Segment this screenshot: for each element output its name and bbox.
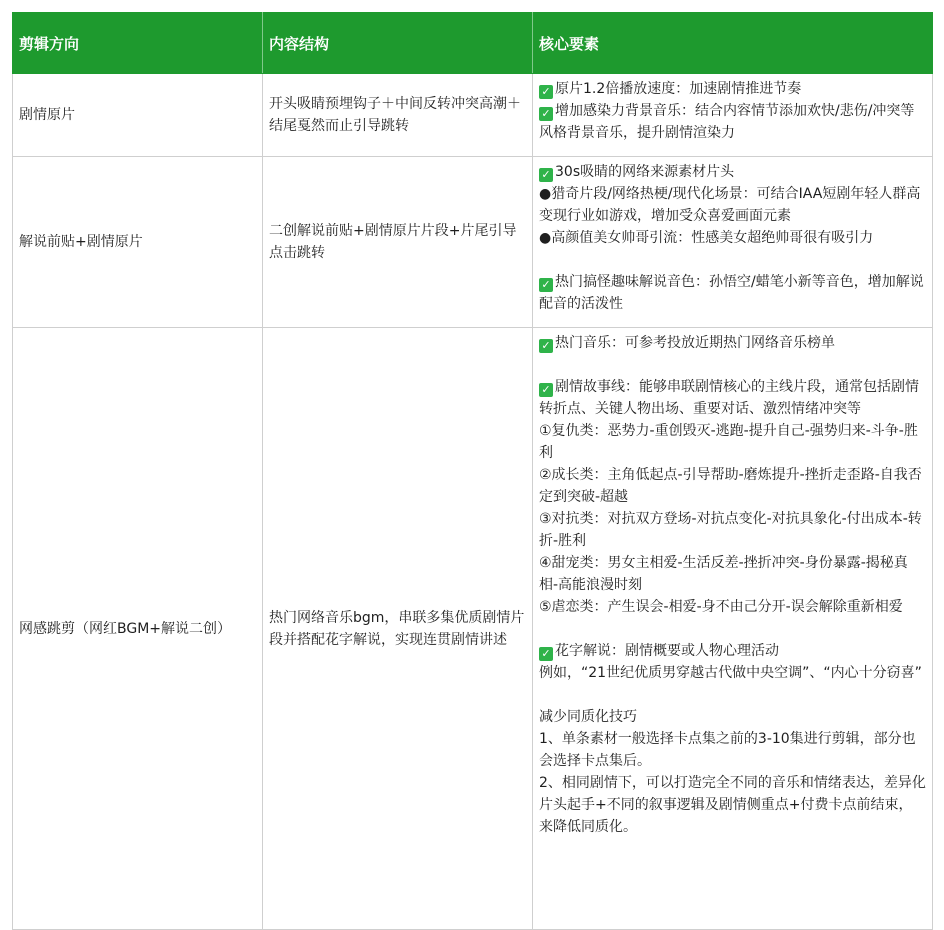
- header-direction: 剪辑方向: [13, 13, 263, 74]
- element-text: 热门搞怪趣味解说音色：孙悟空/蜡笔小新等音色，增加解说配音的活泼性: [539, 274, 924, 312]
- editing-direction-table: [12, 12, 933, 930]
- element-text: ●猎奇片段/网络热梗/现代化场景：可结合IAA短剧年轻人群高变现行业如游戏，增加受众喜爱画面元素: [539, 186, 921, 224]
- element-line: [539, 420, 926, 464]
- element-line: [539, 78, 926, 100]
- element-text: 热门音乐：可参考投放近期热门网络音乐榜单: [555, 335, 835, 351]
- element-text: ④甜宠类：男女主相爱-生活反差-挫折冲突-身份暴露-揭秘真相-高能浪漫时刻: [539, 555, 908, 593]
- table-body: [13, 74, 933, 930]
- table-wrapper: [12, 12, 932, 930]
- element-text: 例如，“21世纪优质男穿越古代做中央空调”、“内心十分窃喜”: [539, 665, 922, 681]
- element-text: ③对抗类：对抗双方登场-对抗点变化-对抗具象化-付出成本-转折-胜利: [539, 511, 922, 549]
- table-header-row: [13, 13, 933, 74]
- element-text: ①复仇类：恶势力-重创毁灭-逃跑-提升自己-强势归来-斗争-胜利: [539, 423, 918, 461]
- element-line: [539, 183, 926, 227]
- element-line: [539, 161, 926, 183]
- structure-cell: 二创解说前贴+剧情原片片段+片尾引导点击跳转: [263, 157, 533, 328]
- element-line: [539, 728, 926, 772]
- element-line: [539, 376, 926, 420]
- element-line: [539, 662, 926, 684]
- elements-cell: [533, 74, 933, 157]
- element-text: 30s吸睛的网络来源素材片头: [555, 164, 735, 180]
- header-structure: 内容结构: [263, 13, 533, 74]
- element-line: [539, 706, 926, 728]
- blank-line: [539, 249, 926, 271]
- element-line: [539, 508, 926, 552]
- element-text: 2、相同剧情下，可以打造完全不同的音乐和情绪表达，差异化片头起手+不同的叙事逻辑及剧情侧重点+付费卡点前结束，来降低同质化。: [539, 775, 926, 835]
- check-mark-icon: ✓: [539, 383, 553, 397]
- element-line: [539, 596, 926, 618]
- blank-line: [539, 618, 926, 640]
- element-line: [539, 227, 926, 249]
- header-elements: 核心要素: [533, 13, 933, 74]
- element-line: [539, 332, 926, 354]
- element-line: [539, 271, 926, 315]
- element-text: 增加感染力背景音乐：结合内容情节添加欢快/悲伤/冲突等风格背景音乐，提升剧情渲染力: [539, 103, 915, 141]
- element-text: 1、单条素材一般选择卡点集之前的3-10集进行剪辑，部分也会选择卡点集后。: [539, 731, 916, 769]
- element-text: 原片1.2倍播放速度：加速剧情推进节奏: [555, 81, 802, 97]
- blank-line: [539, 354, 926, 376]
- elements-cell: [533, 328, 933, 930]
- elements-cell: [533, 157, 933, 328]
- blank-line: [539, 684, 926, 706]
- check-mark-icon: ✓: [539, 85, 553, 99]
- element-line: [539, 464, 926, 508]
- table-row: [13, 74, 933, 157]
- element-text: ⑤虐恋类：产生误会-相爱-身不由己分开-误会解除重新相爱: [539, 599, 903, 615]
- element-line: [539, 772, 926, 838]
- direction-cell: 剧情原片: [13, 74, 263, 157]
- element-line: [539, 552, 926, 596]
- check-mark-icon: ✓: [539, 107, 553, 121]
- element-text: 剧情故事线：能够串联剧情核心的主线片段，通常包括剧情转折点、关键人物出场、重要对话、激烈情绪冲突等: [539, 379, 919, 417]
- check-mark-icon: ✓: [539, 339, 553, 353]
- element-text: ●高颜值美女帅哥引流：性感美女超绝帅哥很有吸引力: [539, 230, 874, 246]
- structure-cell: 热门网络音乐bgm，串联多集优质剧情片段并搭配花字解说，实现连贯剧情讲述: [263, 328, 533, 930]
- table-row: [13, 328, 933, 930]
- structure-cell: 开头吸睛预埋钩子＋中间反转冲突高潮＋结尾戛然而止引导跳转: [263, 74, 533, 157]
- check-mark-icon: ✓: [539, 168, 553, 182]
- direction-cell: 网感跳剪（网红BGM+解说二创）: [13, 328, 263, 930]
- direction-cell: 解说前贴+剧情原片: [13, 157, 263, 328]
- table-row: [13, 157, 933, 328]
- element-line: [539, 100, 926, 144]
- element-line: [539, 640, 926, 662]
- element-text: ②成长类：主角低起点-引导帮助-磨炼提升-挫折走歪路-自我否定到突破-超越: [539, 467, 922, 505]
- check-mark-icon: ✓: [539, 647, 553, 661]
- element-text: 花字解说：剧情概要或人物心理活动: [555, 643, 779, 659]
- element-text: 减少同质化技巧: [539, 709, 637, 725]
- check-mark-icon: ✓: [539, 278, 553, 292]
